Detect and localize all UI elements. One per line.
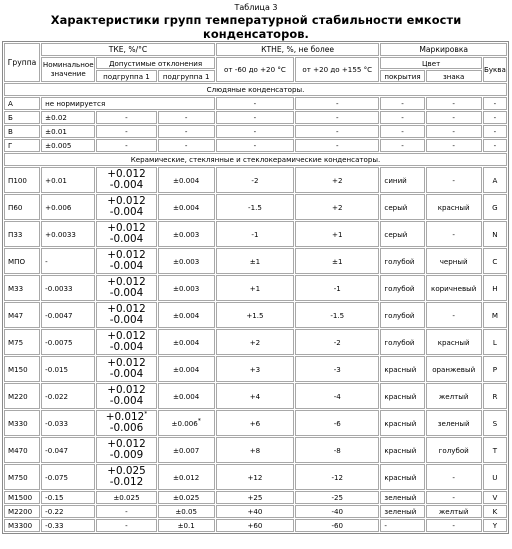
subgroup1-lower: -0.004 [109, 395, 144, 407]
letter-cell: H [483, 275, 507, 301]
subgroup1-lower: -0.004 [109, 314, 144, 326]
subgroup1-lower: -0.004 [109, 179, 144, 191]
coating-color-cell: красный [380, 437, 424, 463]
nominal-cell: +0.01 [41, 167, 95, 193]
letter-cell: - [483, 125, 507, 138]
subgroup2-value: ±0.007 [173, 445, 200, 455]
nominal-cell: +0.006 [41, 194, 95, 220]
coating-color-cell: зеленый [380, 505, 424, 518]
sign-color-cell: - [426, 302, 482, 328]
subgroup2-value: ±0.004 [173, 310, 200, 320]
letter-cell: C [483, 248, 507, 274]
table-row [4, 505, 507, 518]
ktne-low-cell: +8 [216, 437, 294, 463]
ktne-low-cell: - [216, 97, 294, 110]
header-range-1: от -60 до +20 °С [216, 57, 294, 82]
letter-cell: L [483, 329, 507, 355]
sign-color-cell: - [426, 111, 482, 124]
coating-color-cell: синий [380, 167, 424, 193]
header-ktne: КТНЕ, %, не более [216, 43, 380, 56]
nominal-cell: - [41, 248, 95, 274]
table-row [4, 139, 507, 152]
header-group: Группа [4, 43, 40, 82]
sign-color-cell: коричневый [426, 275, 482, 301]
coating-color-cell: красный [380, 410, 424, 436]
letter-cell: N [483, 221, 507, 247]
subgroup2-value: ±0.012 [173, 472, 200, 482]
subgroup1-upper: +0.012 [107, 329, 146, 342]
header-range-2: от +20 до +155 °С [295, 57, 379, 82]
letter-cell: M [483, 302, 507, 328]
coating-color-cell: красный [380, 356, 424, 382]
table-row [4, 97, 507, 110]
coating-color-cell: голубой [380, 275, 424, 301]
letter-cell: A [483, 167, 507, 193]
subgroup1-lower: -0.004 [109, 287, 144, 299]
section-mica: Слюдяные конденсаторы. [4, 83, 507, 96]
header-sign: знака [426, 70, 482, 82]
subgroup1-lower: -0.004 [109, 260, 144, 272]
subgroup2-cell: ±0.1 [158, 519, 215, 532]
page-title: Характеристики групп температурной стабильности емкости конденсаторов. [50, 13, 462, 41]
sign-color-cell: красный [426, 194, 482, 220]
subgroup1-cell [96, 356, 156, 382]
subgroup1-lower: -0.004 [109, 368, 144, 380]
ktne-high-cell: -60 [295, 519, 379, 532]
subgroup2-cell [158, 329, 215, 355]
sign-color-cell: черный [426, 248, 482, 274]
letter-cell: - [483, 97, 507, 110]
table-row [4, 383, 507, 409]
subgroup2-value: ±0.004 [173, 391, 200, 401]
ktne-low-cell: +60 [216, 519, 294, 532]
subgroup1-upper: +0.012 [107, 383, 146, 396]
ktne-low-cell: +40 [216, 505, 294, 518]
sign-color-cell: желтый [426, 505, 482, 518]
subgroup1-lower: -0.006 [109, 422, 144, 434]
table-row [4, 329, 507, 355]
table-row [4, 194, 507, 220]
subgroup1-cell: ±0.025 [96, 491, 156, 504]
subgroup1-upper: +0.012 [107, 221, 146, 234]
subgroup2-value: ±0.003 [173, 256, 200, 266]
group-cell: П33 [4, 221, 40, 247]
ktne-high-cell: ±1 [295, 248, 379, 274]
subgroup1-upper: +0.012 [105, 410, 145, 423]
group-cell: П60 [4, 194, 40, 220]
subgroup1-cell [96, 437, 156, 463]
nominal-cell: -0.0047 [41, 302, 95, 328]
subgroup1-upper: +0.012 [107, 275, 146, 288]
subgroup1-cell [96, 167, 156, 193]
letter-cell: U [483, 464, 507, 490]
ktne-low-cell: +12 [216, 464, 294, 490]
subgroup2-value: ±0.004 [173, 364, 200, 374]
ktne-low-cell: +2 [216, 329, 294, 355]
header-tolerances: Допустимые отклонения [96, 57, 214, 69]
header-marking: Маркировка [380, 43, 507, 56]
subgroup1-cell: - [96, 111, 156, 124]
nominal-cell: ±0.005 [41, 139, 95, 152]
header-subgroup-2: подгруппа 1 [158, 70, 215, 82]
subgroup1-cell [96, 221, 156, 247]
table-row [4, 410, 507, 436]
group-cell: М33 [4, 275, 40, 301]
subgroup1-cell: - [96, 125, 156, 138]
group-cell: Г [4, 139, 40, 152]
subgroup2-cell [158, 221, 215, 247]
sign-color-cell: - [426, 221, 482, 247]
coating-color-cell: голубой [380, 329, 424, 355]
table-row [4, 491, 507, 504]
capacitor-table [2, 41, 509, 534]
subgroup2-cell [158, 356, 215, 382]
ktne-high-cell: - [295, 139, 379, 152]
subgroup1-cell [96, 302, 156, 328]
nominal-cell: -0.22 [41, 505, 95, 518]
ktne-low-cell: +3 [216, 356, 294, 382]
sign-color-cell: - [426, 464, 482, 490]
subgroup2-cell [158, 464, 215, 490]
subgroup1-cell: - [96, 139, 156, 152]
table-row [4, 275, 507, 301]
ktne-high-cell: -40 [295, 505, 379, 518]
table-row [4, 167, 507, 193]
subgroup1-cell: - [96, 505, 156, 518]
header-coating: покрытия [380, 70, 424, 82]
table-caption: Таблица 3 [234, 3, 278, 12]
subgroup1-upper: +0.012 [107, 437, 146, 450]
ktne-high-cell: -2 [295, 329, 379, 355]
group-cell: М470 [4, 437, 40, 463]
coating-color-cell: серый [380, 194, 424, 220]
letter-cell: G [483, 194, 507, 220]
table-row [4, 356, 507, 382]
ktne-high-cell: +2 [295, 167, 379, 193]
subgroup2-cell [158, 194, 215, 220]
ktne-low-cell: - [216, 139, 294, 152]
nominal-cell: ±0.02 [41, 111, 95, 124]
subgroup2-cell [158, 248, 215, 274]
letter-cell: V [483, 491, 507, 504]
header-tke: ТКЕ, %/°С [41, 43, 215, 56]
sign-color-cell: - [426, 139, 482, 152]
sign-color-cell: - [426, 519, 482, 532]
subgroup1-cell [96, 194, 156, 220]
group-cell: М3300 [4, 519, 40, 532]
ktne-high-cell: -12 [295, 464, 379, 490]
coating-color-cell: голубой [380, 302, 424, 328]
subgroup1-cell [96, 275, 156, 301]
letter-cell: Y [483, 519, 507, 532]
ktne-high-cell: - [295, 97, 379, 110]
group-cell: М75 [4, 329, 40, 355]
sign-color-cell: желтый [426, 383, 482, 409]
ktne-low-cell: +1.5 [216, 302, 294, 328]
subgroup1-cell [96, 383, 156, 409]
footnote-mark: * [197, 417, 201, 425]
coating-color-cell: - [380, 125, 424, 138]
group-cell: МПО [4, 248, 40, 274]
sign-color-cell: - [426, 97, 482, 110]
subgroup2-cell: - [158, 111, 215, 124]
subgroup1-upper: +0.012 [107, 356, 146, 369]
table-row [4, 111, 507, 124]
ktne-high-cell: +1 [295, 221, 379, 247]
subgroup2-cell [158, 167, 215, 193]
subgroup2-value: ±0.006 [171, 418, 198, 428]
letter-cell: - [483, 139, 507, 152]
subgroup1-upper: +0.012 [107, 302, 146, 315]
sign-color-cell: - [426, 125, 482, 138]
ktne-high-cell: -25 [295, 491, 379, 504]
table-row [4, 437, 507, 463]
nominal-cell: -0.0033 [41, 275, 95, 301]
subgroup2-cell [158, 437, 215, 463]
subgroup1-cell [96, 464, 156, 490]
nominal-cell: -0.015 [41, 356, 95, 382]
coating-color-cell: - [380, 97, 424, 110]
ktne-high-cell: - [295, 125, 379, 138]
letter-cell: P [483, 356, 507, 382]
ktne-high-cell: +2 [295, 194, 379, 220]
ktne-low-cell: -1 [216, 221, 294, 247]
subgroup2-cell [158, 383, 215, 409]
group-cell: М330 [4, 410, 40, 436]
ktne-low-cell: -1.5 [216, 194, 294, 220]
group-cell: Б [4, 111, 40, 124]
coating-color-cell: зеленый [380, 491, 424, 504]
subgroup2-cell [158, 410, 215, 436]
letter-cell: S [483, 410, 507, 436]
coating-color-cell: красный [380, 383, 424, 409]
coating-color-cell: серый [380, 221, 424, 247]
group-cell: В [4, 125, 40, 138]
subgroup1-upper: +0.012 [107, 248, 146, 261]
subgroup1-lower: -0.004 [109, 341, 144, 353]
coating-color-cell: - [380, 519, 424, 532]
ktne-high-cell: -8 [295, 437, 379, 463]
subgroup2-value: ±0.004 [173, 202, 200, 212]
subgroup2-cell [158, 302, 215, 328]
header-letter: Буква [483, 57, 507, 82]
nominal-cell: ±0.01 [41, 125, 95, 138]
ktne-high-cell: -4 [295, 383, 379, 409]
subgroup2-cell: ±0.05 [158, 505, 215, 518]
group-cell: А [4, 97, 40, 110]
nominal-cell: -0.0075 [41, 329, 95, 355]
header-nominal: Номинальное значение [41, 57, 95, 82]
group-cell: М1500 [4, 491, 40, 504]
ktne-low-cell: +25 [216, 491, 294, 504]
subgroup2-cell: - [158, 125, 215, 138]
ktne-low-cell: - [216, 111, 294, 124]
ktne-high-cell: -6 [295, 410, 379, 436]
nominal-cell: -0.075 [41, 464, 95, 490]
subgroup2-cell: ±0.025 [158, 491, 215, 504]
table-row [4, 464, 507, 490]
ktne-high-cell: -1 [295, 275, 379, 301]
sign-color-cell: красный [426, 329, 482, 355]
sign-color-cell: оранжевый [426, 356, 482, 382]
header-color: Цвет [380, 57, 481, 69]
group-cell: М750 [4, 464, 40, 490]
sign-color-cell: голубой [426, 437, 482, 463]
subgroup1-lower: -0.004 [109, 206, 144, 218]
ktne-low-cell: -2 [216, 167, 294, 193]
nominal-cell: -0.047 [41, 437, 95, 463]
sign-color-cell: - [426, 491, 482, 504]
letter-cell: - [483, 111, 507, 124]
subgroup2-value: ±0.004 [173, 337, 200, 347]
subgroup1-upper: +0.012 [107, 167, 146, 180]
subgroup2-cell: - [158, 139, 215, 152]
sign-color-cell: - [426, 167, 482, 193]
subgroup2-value: ±0.003 [173, 229, 200, 239]
ktne-low-cell: ±1 [216, 248, 294, 274]
subgroup1-lower: -0.004 [109, 233, 144, 245]
sign-color-cell: зеленый [426, 410, 482, 436]
group-cell: М2200 [4, 505, 40, 518]
group-cell: М150 [4, 356, 40, 382]
nominal-cell: не нормируется [41, 97, 215, 110]
ktne-high-cell: -3 [295, 356, 379, 382]
subgroup1-cell [96, 329, 156, 355]
ktne-low-cell: +6 [216, 410, 294, 436]
nominal-cell: +0.0033 [41, 221, 95, 247]
group-cell: М47 [4, 302, 40, 328]
table-row [4, 221, 507, 247]
subgroup2-value: ±0.003 [173, 283, 200, 293]
subgroup1-upper: +0.025 [107, 464, 146, 477]
ktne-high-cell: - [295, 111, 379, 124]
table-row [4, 125, 507, 138]
subgroup2-value: ±0.004 [173, 175, 200, 185]
coating-color-cell: - [380, 111, 424, 124]
coating-color-cell: - [380, 139, 424, 152]
subgroup1-lower: -0.012 [109, 476, 144, 488]
ktne-low-cell: +1 [216, 275, 294, 301]
section-ceramic: Керамические, стеклянные и стеклокерамические конденсаторы. [4, 153, 507, 166]
table-row [4, 519, 507, 532]
letter-cell: T [483, 437, 507, 463]
ktne-high-cell: -1.5 [295, 302, 379, 328]
header-subgroup-1: подгруппа 1 [96, 70, 156, 82]
group-cell: П100 [4, 167, 40, 193]
subgroup2-cell [158, 275, 215, 301]
coating-color-cell: голубой [380, 248, 424, 274]
nominal-cell: -0.15 [41, 491, 95, 504]
subgroup1-lower: -0.009 [109, 449, 144, 461]
coating-color-cell: красный [380, 464, 424, 490]
nominal-cell: -0.33 [41, 519, 95, 532]
group-cell: М220 [4, 383, 40, 409]
subgroup1-cell: - [96, 519, 156, 532]
table-row [4, 302, 507, 328]
letter-cell: K [483, 505, 507, 518]
ktne-low-cell: +4 [216, 383, 294, 409]
nominal-cell: -0.033 [41, 410, 95, 436]
subgroup1-cell [96, 248, 156, 274]
subgroup1-cell [96, 410, 156, 436]
letter-cell: R [483, 383, 507, 409]
table-row [4, 248, 507, 274]
subgroup1-upper: +0.012 [107, 194, 146, 207]
ktne-low-cell: - [216, 125, 294, 138]
footnote-mark: * [144, 410, 148, 418]
nominal-cell: -0.022 [41, 383, 95, 409]
